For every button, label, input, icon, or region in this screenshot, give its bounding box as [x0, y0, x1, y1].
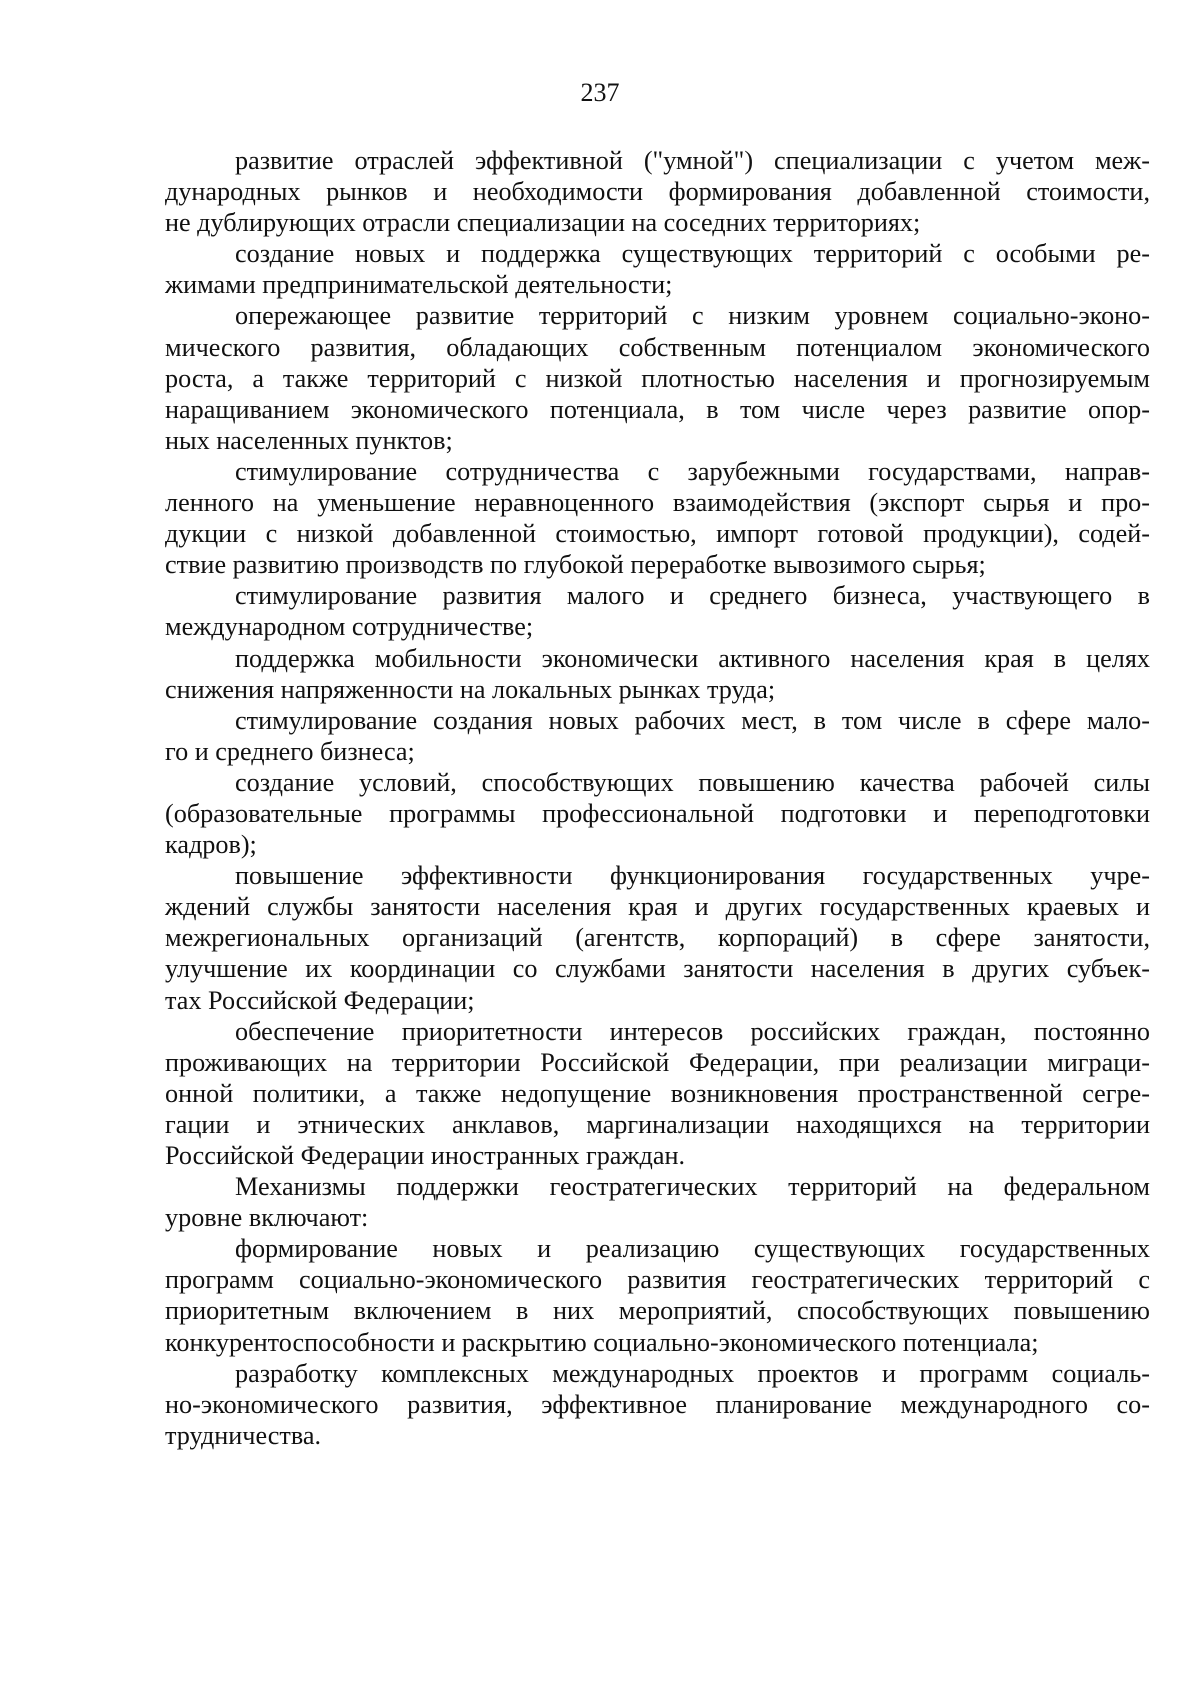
text-line: дукции с низкой добавленной стоимостью, импорт готовой продукции), содей-	[165, 519, 1150, 549]
text-line: не дублирующих отрасли специализации на соседних территориях;	[165, 208, 921, 238]
text-line: снижения напряженности на локальных рынках труда;	[165, 674, 776, 704]
paragraph	[165, 705, 1150, 767]
text-line: проживающих на территории Российской Федерации, при реализации миграци-	[165, 1047, 1150, 1077]
paragraph	[165, 300, 1150, 455]
text-line: Российской Федерации иностранных граждан.	[165, 1141, 686, 1170]
text-line: создание условий, способствующих повышению качества рабочей силы	[235, 767, 1150, 797]
text-line: роста, а также территорий с низкой плотностью населения и прогнозируемым	[165, 363, 1150, 393]
text-line: го и среднего бизнеса;	[165, 736, 415, 766]
text-line: международном сотрудничестве;	[165, 612, 534, 642]
text-line: повышение эффективности функционирования государственных учре-	[235, 861, 1150, 891]
paragraph	[165, 767, 1150, 860]
text-line: ждений службы занятости населения края и других государственных краевых и	[165, 892, 1150, 922]
paragraph	[165, 580, 1150, 642]
text-line: улучшение их координации со службами занятости населения в других субъек-	[165, 954, 1150, 984]
text-line: создание новых и поддержка существующих территорий с особыми ре-	[235, 239, 1150, 269]
document-body	[165, 145, 1150, 1451]
text-line: поддержка мобильности экономически активного населения края в целях	[235, 643, 1150, 673]
text-line: ствие развитию производств по глубокой переработке вывозимого сырья;	[165, 550, 986, 580]
paragraph	[165, 1233, 1150, 1357]
text-line: дународных рынков и необходимости формирования добавленной стоимости,	[165, 177, 1150, 207]
paragraph	[165, 1171, 1150, 1233]
text-line: развитие отраслей эффективной ("умной") специализации с учетом меж-	[235, 146, 1150, 175]
text-line: формирование новых и реализацию существующих государственных	[235, 1234, 1150, 1264]
text-line: трудничества.	[165, 1420, 322, 1450]
text-line: гации и этнических анклавов, маргинализации находящихся на территории	[165, 1109, 1150, 1139]
text-line: ленного на уменьшение неравноценного взаимодействия (экспорт сырья и про-	[165, 488, 1150, 518]
text-line: наращиванием экономического потенциала, в том числе через развитие опор-	[165, 394, 1150, 424]
text-line: стимулирование сотрудничества с зарубежными государствами, направ-	[235, 456, 1150, 486]
text-line: стимулирование развития малого и среднего бизнеса, участвующего в	[235, 581, 1150, 611]
paragraph	[165, 1016, 1150, 1171]
text-line: мического развития, обладающих собственным потенциалом экономического	[165, 332, 1150, 362]
text-line: тах Российской Федерации;	[165, 985, 475, 1015]
text-line: уровне включают:	[165, 1203, 369, 1233]
paragraph	[165, 643, 1150, 705]
text-line: но-экономического развития, эффективное планирование международного со-	[165, 1389, 1150, 1419]
text-line: разработку комплексных международных проектов и программ социаль-	[235, 1358, 1150, 1388]
paragraph	[165, 145, 1150, 238]
page-number: 237	[580, 78, 620, 107]
text-line: жимами предпринимательской деятельности;	[165, 270, 673, 300]
text-line: межрегиональных организаций (агентств, корпораций) в сфере занятости,	[165, 923, 1150, 953]
text-line: конкурентоспособности и раскрытию социально-экономического потенциала;	[165, 1327, 1039, 1357]
paragraph	[165, 1358, 1150, 1451]
text-line: программ социально-экономического развития геостратегических территорий с	[165, 1265, 1150, 1295]
paragraph	[165, 860, 1150, 1015]
paragraph	[165, 456, 1150, 580]
paragraph	[165, 238, 1150, 300]
text-line: стимулирование создания новых рабочих мест, в том числе в сфере мало-	[235, 705, 1150, 735]
text-line: кадров);	[165, 830, 257, 860]
text-line: (образовательные программы профессиональной подготовки и переподготовки	[165, 798, 1150, 828]
text-line: ных населенных пунктов;	[165, 425, 453, 455]
text-line: онной политики, а также недопущение возникновения пространственной сегре-	[165, 1078, 1150, 1108]
text-line: опережающее развитие территорий с низким уровнем социально-эконо-	[235, 301, 1150, 331]
text-line: Механизмы поддержки геостратегических территорий на федеральном	[235, 1172, 1150, 1202]
text-line: обеспечение приоритетности интересов российских граждан, постоянно	[235, 1016, 1150, 1046]
text-line: приоритетным включением в них мероприятий, способствующих повышению	[165, 1296, 1150, 1326]
